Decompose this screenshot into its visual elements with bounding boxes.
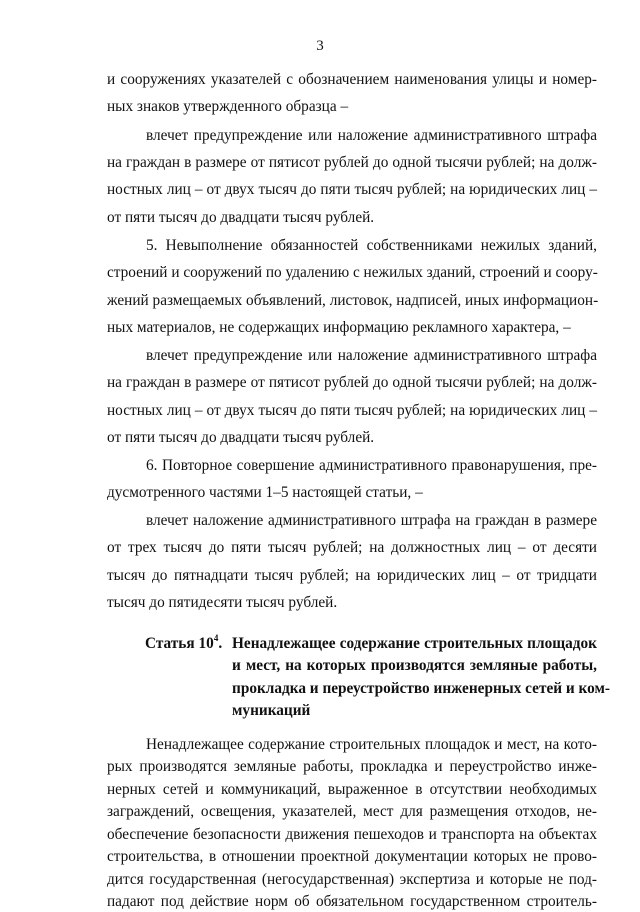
- text-line: влечет предупреждение или наложение административного штрафа: [146, 347, 597, 364]
- text-line: дусмотренного частями 1–5 настоящей статьи, –: [107, 484, 423, 501]
- article-title-line: муникаций: [232, 702, 311, 720]
- body-line: рых производятся земляные работы, прокладка и переустройство инже-: [107, 758, 597, 776]
- text-line: на граждан в размере от пятисот рублей до одной тысячи рублей; на долж-: [107, 154, 597, 171]
- text-line: ностных лиц – от двух тысяч до пяти тысяч рублей; на юридических лиц –: [107, 181, 597, 198]
- article-label: Статья $10^4$.: [145, 633, 223, 653]
- article-title-line: прокладка и переустройство инженерных сетей и ком-: [232, 680, 611, 698]
- text-line: и сооружениях указателей с обозначением наименования улицы и номер-: [107, 71, 597, 88]
- body-line: заграждений, освещения, указателей, мест для размещения отходов, не-: [107, 803, 597, 821]
- body-line: обеспечение безопасности движения пешеходов и транспорта на объектах: [107, 826, 597, 844]
- text-line: тысяч до пятидесяти тысяч рублей.: [107, 594, 338, 611]
- text-line: тысяч до пятнадцати тысяч рублей; на юридических лиц – от тридцати: [107, 567, 597, 584]
- text-line: ных знаков утвержденного образца –: [107, 98, 349, 115]
- text-line: на граждан в размере от пятисот рублей до одной тысячи рублей; на долж-: [107, 374, 597, 391]
- text-line: влечет предупреждение или наложение административного штрафа: [146, 127, 597, 144]
- text-line: влечет наложение административного штрафа на граждан в размере: [146, 512, 597, 529]
- text-line: 5. Невыполнение обязанностей собственниками нежилых зданий,: [146, 237, 597, 254]
- text-line: строений и сооружений по удалению с нежилых зданий, строений и соору-: [107, 264, 598, 281]
- text-line: от пяти тысяч до двадцати тысяч рублей.: [107, 429, 375, 446]
- article-title-line: Ненадлежащее содержание строительных площадок: [232, 635, 597, 653]
- article-title-line: и мест, на которых производятся земляные работы,: [232, 657, 597, 675]
- body-line: падают под действие норм об обязательном государственном строитель-: [107, 893, 597, 910]
- text-line: ностных лиц – от двух тысяч до пяти тысяч рублей; на юридических лиц –: [107, 402, 597, 419]
- body-line: дится государственная (негосударственная) экспертиза и которые не под-: [107, 870, 597, 888]
- text-line: от трех тысяч до пяти тысяч рублей; на должностных лиц – от десяти: [107, 539, 597, 556]
- body-line: Ненадлежащее содержание строительных площадок и мест, на кото-: [146, 736, 597, 754]
- text-line: жений размещаемых объявлений, листовок, надписей, иных информацион-: [107, 292, 599, 309]
- article-superscript: 4: [213, 633, 219, 644]
- text-line: 6. Повторное совершение административного правонарушения, пре-: [146, 457, 597, 474]
- text-line: ных материалов, не содержащих информацию рекламного характера, –: [107, 319, 571, 336]
- text-line: от пяти тысяч до двадцати тысяч рублей.: [107, 209, 375, 226]
- body-line: строительства, в отношении проектной документации которых не прово-: [107, 848, 597, 866]
- body-line: нерных сетей и коммуникаций, выраженное в отсутствии необходимых: [107, 781, 597, 799]
- page-number: 3: [316, 38, 324, 54]
